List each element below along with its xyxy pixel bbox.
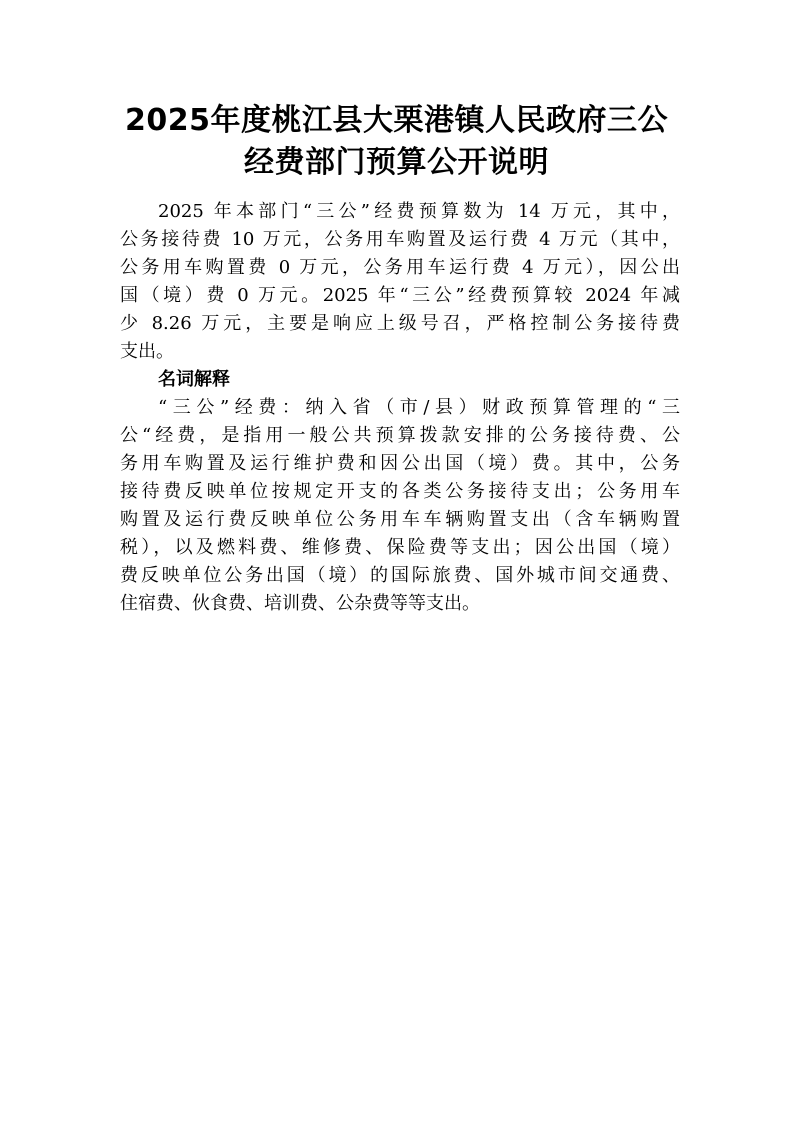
paragraph1-line-6: 支出。	[120, 341, 174, 362]
paragraph2-line-1: “三公”经费：纳入省（市/县）财政预算管理的“三	[158, 397, 680, 418]
document-title-line-1: 2025年度桃江县大栗港镇人民政府三公	[125, 103, 668, 138]
paragraph1-line-1: 2025 年本部门“三公”经费预算数为 14 万元，其中，	[158, 201, 680, 222]
section-heading: 名词解释	[158, 369, 230, 390]
paragraph2-line-3: 务用车购置及运行维护费和因公出国（境）费。其中，公务	[120, 453, 680, 474]
paragraph2-line-7: 费反映单位公务出国（境）的国际旅费、国外城市间交通费、	[120, 565, 680, 586]
paragraph2-line-2: 公“经费，是指用一般公共预算拨款安排的公务接待费、公	[120, 425, 680, 446]
paragraph1-line-3: 公务用车购置费 0 万元，公务用车运行费 4 万元），因公出	[120, 257, 680, 278]
paragraph2-line-4: 接待费反映单位按规定开支的各类公务接待支出；公务用车	[120, 481, 680, 502]
paragraph2-line-8: 住宿费、伙食费、培训费、公杂费等等支出。	[120, 593, 480, 614]
paragraph2-line-6: 税），以及燃料费、维修费、保险费等支出；因公出国（境）	[120, 537, 680, 558]
paragraph1-line-2: 公务接待费 10 万元，公务用车购置及运行费 4 万元（其中，	[120, 229, 680, 250]
document-title-line-2: 经费部门预算公开说明	[244, 145, 549, 180]
paragraph1-line-4: 国（境）费 0 万元。2025 年“三公”经费预算较 2024 年减	[120, 285, 680, 306]
paragraph2-line-5: 购置及运行费反映单位公务用车车辆购置支出（含车辆购置	[120, 509, 680, 530]
paragraph1-line-5: 少 8.26 万元，主要是响应上级号召，严格控制公务接待费	[120, 313, 680, 334]
